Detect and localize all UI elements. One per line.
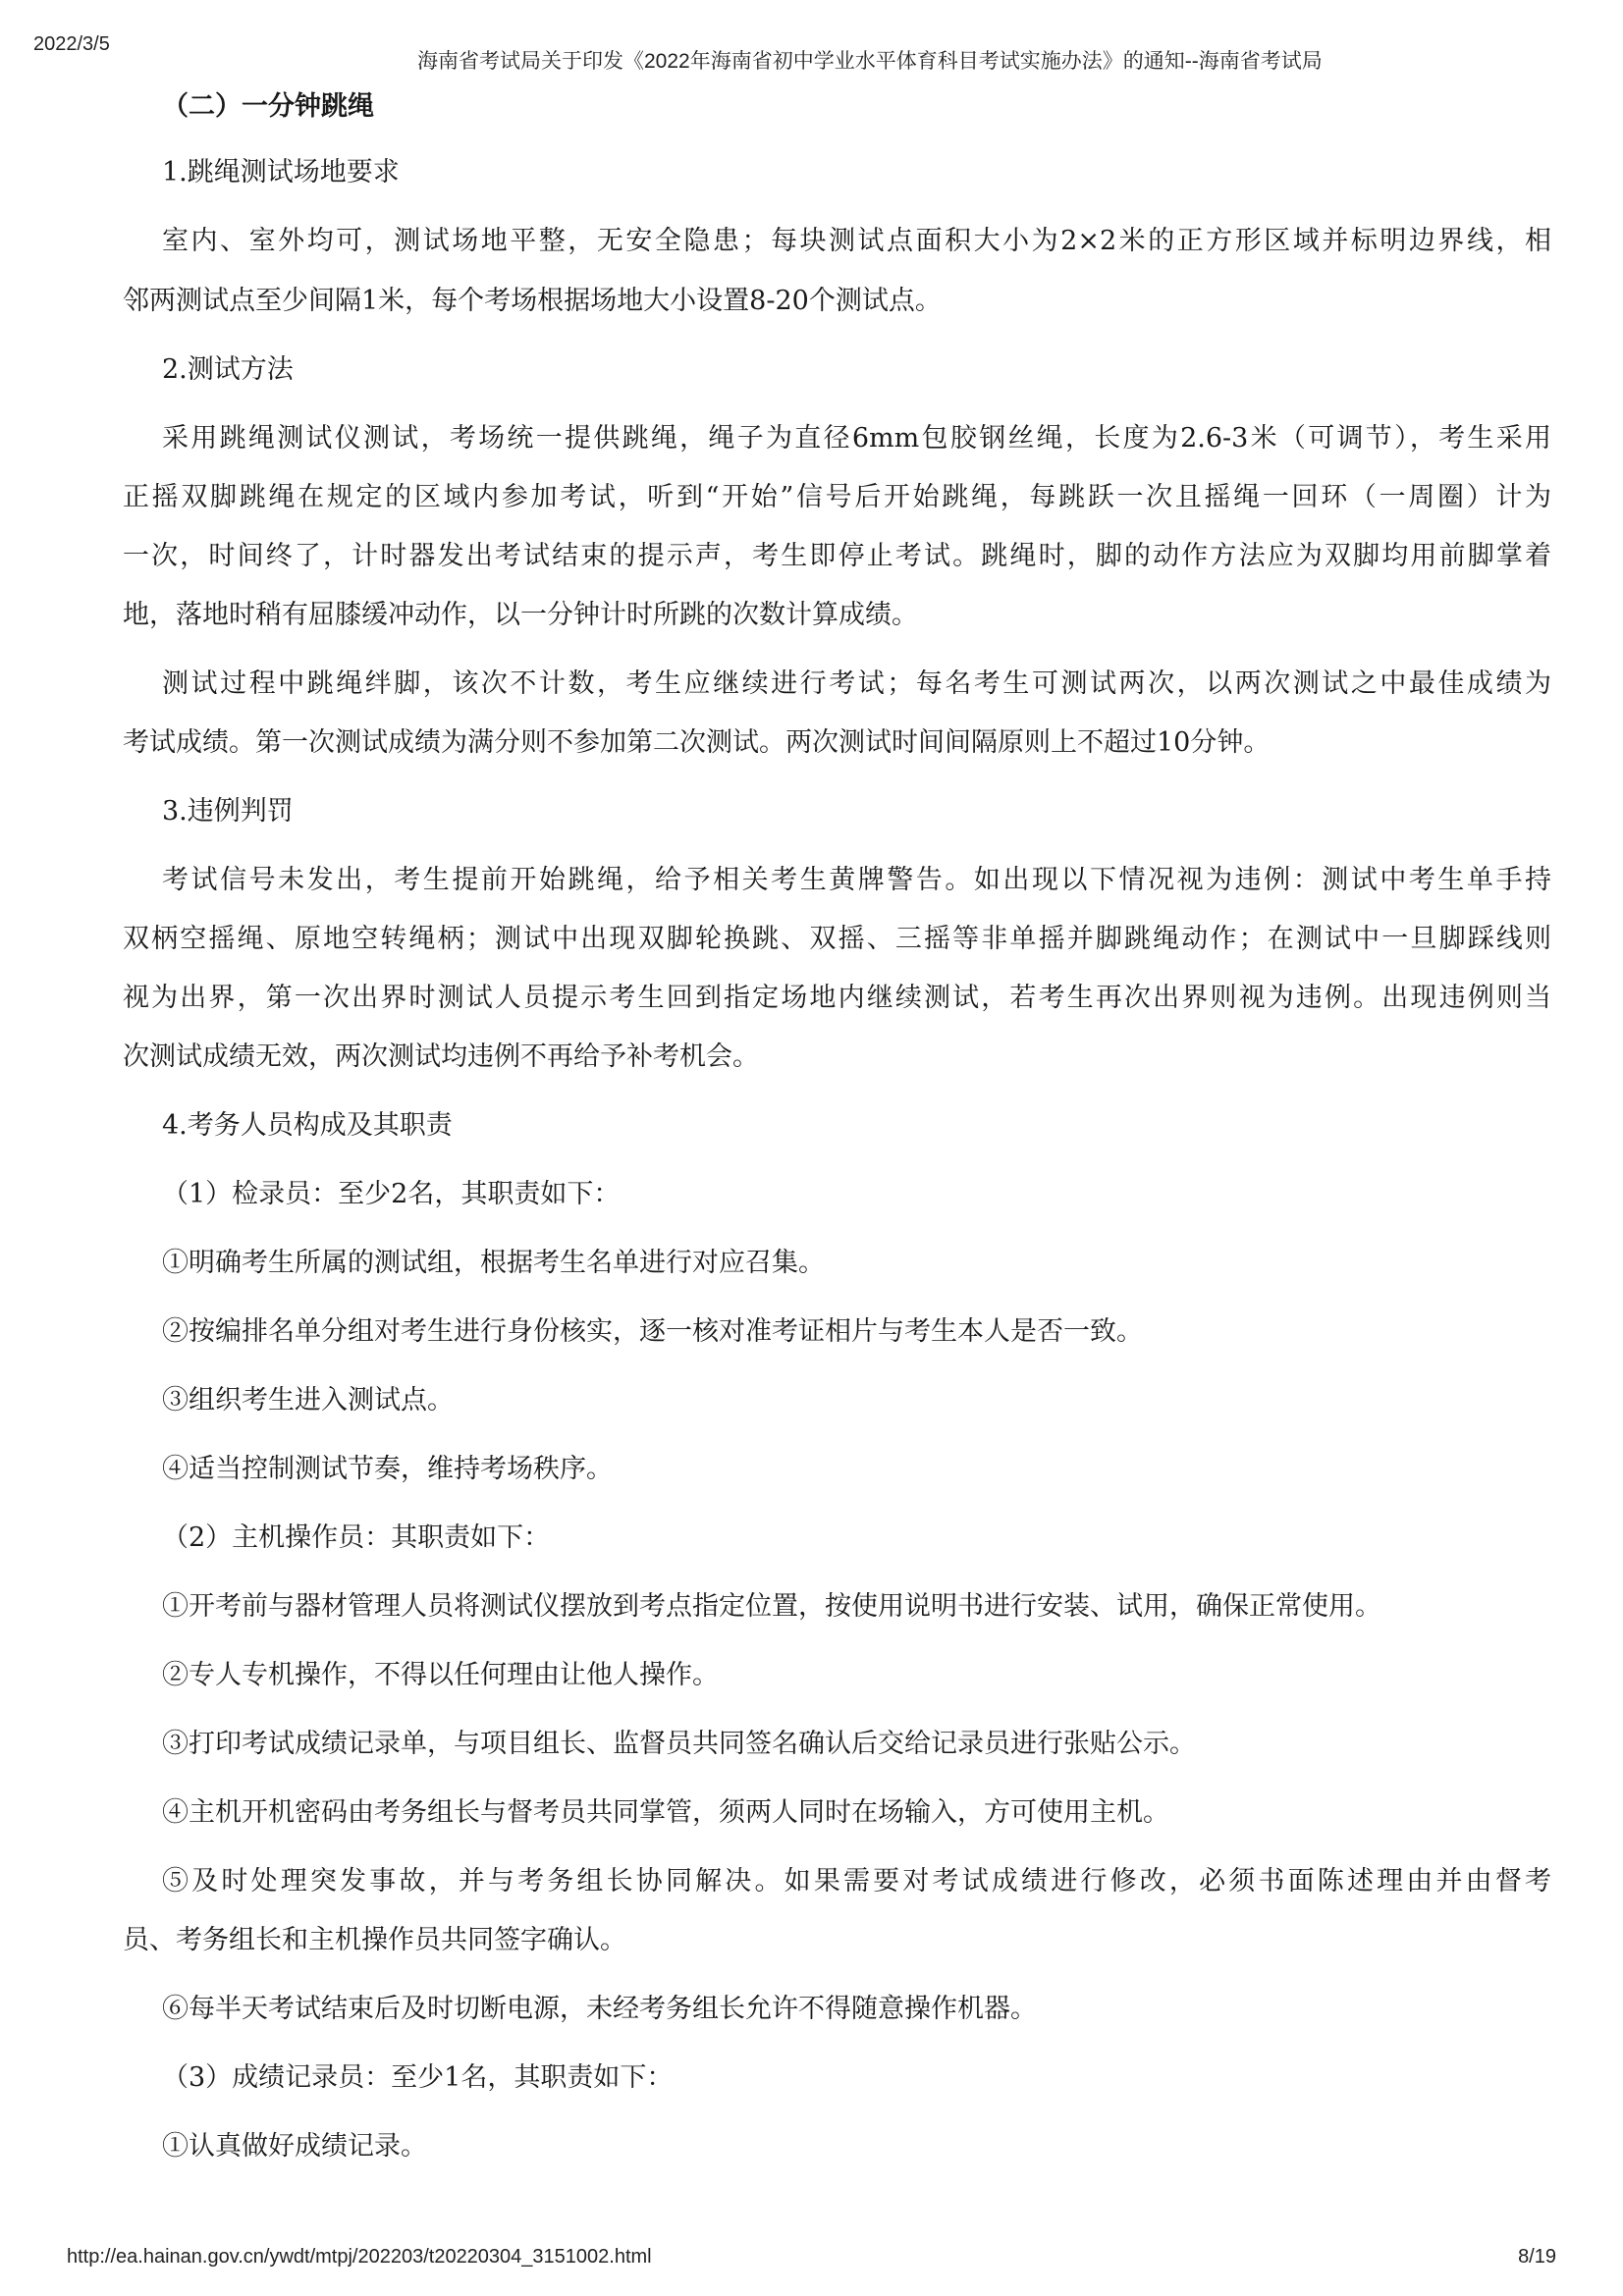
list-item: ④适当控制测试节奏，维持考场秩序。 bbox=[162, 1454, 613, 1484]
paragraph-line: 一次，时间终了，计时器发出考试结束的提示声，考生即停止考试。跳绳时，脚的动作方法应为双脚均用前脚掌着 bbox=[123, 541, 1551, 571]
subsection-heading: 1.跳绳测试场地要求 bbox=[162, 157, 400, 187]
paragraph-line: 次测试成绩无效，两次测试均违例不再给予补考机会。 bbox=[123, 1041, 759, 1072]
list-item: ②专人专机操作，不得以任何理由让他人操作。 bbox=[162, 1660, 719, 1690]
list-item: ①明确考生所属的测试组，根据考生名单进行对应召集。 bbox=[162, 1248, 825, 1278]
subsection-heading: 2.测试方法 bbox=[162, 354, 294, 385]
list-item: ③组织考生进入测试点。 bbox=[162, 1385, 454, 1415]
paragraph-line: 考试成绩。第一次测试成绩为满分则不参加第二次测试。两次测试时间间隔原则上不超过10分钟。 bbox=[123, 727, 1271, 758]
role-heading: （3）成绩记录员：至少1名，其职责如下： bbox=[162, 2062, 674, 2093]
document-title: 海南省考试局关于印发《2022年海南省初中学业水平体育科目考试实施办法》的通知--海南省考试局 bbox=[417, 50, 1323, 73]
paragraph-line: 双柄空摇绳、原地空转绳柄；测试中出现双脚轮换跳、双摇、三摇等非单摇并脚跳绳动作；在测试中一旦脚踩线则 bbox=[123, 924, 1551, 954]
paragraph-line: 测试过程中跳绳绊脚，该次不计数，考生应继续进行考试；每名考生可测试两次，以两次测试之中最佳成绩为 bbox=[162, 668, 1551, 699]
subsection-heading: 4.考务人员构成及其职责 bbox=[162, 1110, 453, 1141]
list-item: ②按编排名单分组对考生进行身份核实，逐一核对准考证相片与考生本人是否一致。 bbox=[162, 1316, 1143, 1347]
page-number: 8/19 bbox=[1518, 2246, 1556, 2268]
list-item: ①认真做好成绩记录。 bbox=[162, 2131, 427, 2162]
role-heading: （1）检录员：至少2名，其职责如下： bbox=[162, 1179, 621, 1209]
paragraph-line: 采用跳绳测试仪测试，考场统一提供跳绳，绳子为直径6mm包胶钢丝绳，长度为2.6-3米（可调节），考生采用 bbox=[162, 423, 1551, 454]
list-item: ①开考前与器材管理人员将测试仪摆放到考点指定位置，按使用说明书进行安装、试用，确保正常使用。 bbox=[162, 1591, 1381, 1622]
list-item: ③打印考试成绩记录单，与项目组长、监督员共同签名确认后交给记录员进行张贴公示。 bbox=[162, 1729, 1196, 1759]
list-item: ⑥每半天考试结束后及时切断电源，未经考务组长允许不得随意操作机器。 bbox=[162, 1994, 1037, 2024]
page-url: http://ea.hainan.gov.cn/ywdt/mtpj/202203/t20220304_3151002.html bbox=[67, 2246, 652, 2268]
role-heading: （2）主机操作员：其职责如下： bbox=[162, 1522, 551, 1553]
paragraph-line: 邻两测试点至少间隔1米，每个考场根据场地大小设置8-20个测试点。 bbox=[123, 286, 942, 316]
subsection-heading: 3.违例判罚 bbox=[162, 796, 294, 827]
paragraph-line: 员、考务组长和主机操作员共同签字确认。 bbox=[123, 1925, 626, 1955]
paragraph-line: 正摇双脚跳绳在规定的区域内参加考试，听到“开始”信号后开始跳绳，每跳跃一次且摇绳一回环（一周圈）计为 bbox=[123, 482, 1551, 512]
print-date: 2022/3/5 bbox=[33, 33, 110, 55]
section-heading: （二）一分钟跳绳 bbox=[162, 91, 374, 122]
list-item: ④主机开机密码由考务组长与督考员共同掌管，须两人同时在场输入，方可使用主机。 bbox=[162, 1797, 1169, 1828]
list-item: ⑤及时处理突发事故，并与考务组长协同解决。如果需要对考试成绩进行修改，必须书面陈述理由并由督考 bbox=[162, 1866, 1551, 1896]
paragraph-line: 室内、室外均可，测试场地平整，无安全隐患；每块测试点面积大小为2×2米的正方形区域并标明边界线，相 bbox=[162, 226, 1551, 256]
paragraph-line: 视为出界，第一次出界时测试人员提示考生回到指定场地内继续测试，若考生再次出界则视为违例。出现违例则当 bbox=[123, 983, 1551, 1013]
paragraph-line: 考试信号未发出，考生提前开始跳绳，给予相关考生黄牌警告。如出现以下情况视为违例：测试中考生单手持 bbox=[162, 865, 1551, 895]
paragraph-line: 地，落地时稍有屈膝缓冲动作，以一分钟计时所跳的次数计算成绩。 bbox=[123, 600, 918, 630]
